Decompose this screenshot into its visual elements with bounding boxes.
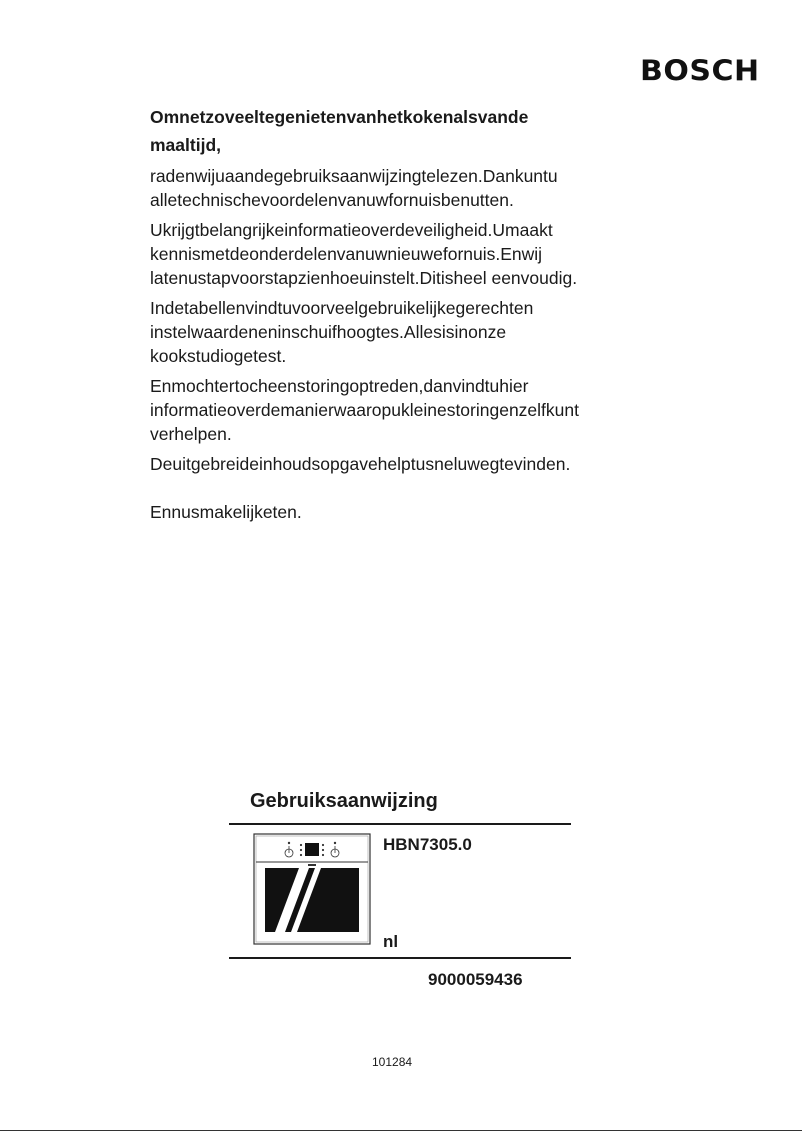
intro-paragraph-1: radenwijuaandegebruiksaanwijzingtelezen.Dankuntu alletechnischevoordelenvanuwfornuisbenutten. (150, 166, 558, 210)
intro-paragraph-4: Enmochtertocheenstoringoptreden,danvindtuhier informatieoverdemanierwaaropukleinestoringenzelfkunt verhelpen. (150, 376, 579, 444)
footer-divider (0, 1130, 802, 1131)
intro-text (150, 103, 620, 530)
intro-closing: Ennusmakelijketen. (150, 502, 302, 522)
model-number: HBN7305.0 (383, 835, 472, 854)
intro-heading-line1: Omnetzoveeltegenietenvanhetkokenalsvande (150, 107, 529, 127)
manual-title: Gebruiksaanwijzing (250, 790, 438, 812)
bosch-logo: BOSCH (640, 54, 760, 89)
intro-heading (150, 103, 620, 159)
divider-top (229, 823, 571, 825)
intro-paragraph-2: Ukrijgtbelangrijkeinformatieoverdeveiligheid.Umaakt kennismetdeonderdelenvanuwnieuwefornuis.Enwij latenustapvoorstapzienhoeuinstelt.Ditisheel eenvoudig. (150, 220, 578, 288)
document-number: 9000059436 (428, 970, 523, 989)
intro-paragraph-3: Indetabellenvindtuvoorveelgebruikelijkegerechten instelwaardeneninschuifhoogtes.Allesisinonze kookstudiogetest. (150, 298, 534, 366)
language-code: nl (383, 932, 399, 951)
intro-heading-line2: maaltijd, (150, 135, 221, 155)
page-code: 101284 (372, 1055, 413, 1069)
oven-illustration (253, 833, 371, 945)
divider-bottom (229, 957, 571, 959)
intro-paragraph-5: Deuitgebreideinhoudsopgavehelptusneluwegtevinden. (150, 454, 571, 474)
